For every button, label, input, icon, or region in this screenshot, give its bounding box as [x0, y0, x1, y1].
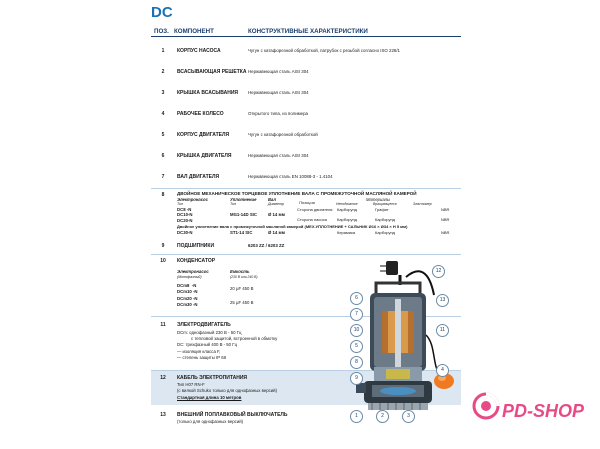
- motor-line1: DCm: однофазный 230 В - 50 Гц: [177, 330, 242, 335]
- row-name: КОРПУС НАСОСА: [177, 48, 221, 54]
- row-number: 6: [161, 153, 165, 159]
- header-features: КОНСТРУКТИВНЫЕ ХАРАКТЕРИСТИКИ: [248, 28, 368, 35]
- motor-line2: с тепловой защитой, встроенной в обмотку: [191, 336, 278, 341]
- pd-shop-logo-icon: [472, 392, 500, 420]
- seal-mat2a: Карборунд: [337, 217, 358, 222]
- cap-r1-models: DCm8 -N DCm10 -N: [177, 283, 198, 294]
- motor-line4: — изоляция класса F,: [177, 349, 221, 354]
- row-name: ВНЕШНИЙ ПОПЛАВКОВЫЙ ВЫКЛЮЧАТЕЛЬ: [177, 412, 288, 418]
- component-row: [151, 61, 461, 84]
- bearings-row: [151, 238, 461, 255]
- seal-mat1a: Карборунд: [337, 207, 358, 212]
- row-desc: 6203 ZZ / 6203 ZZ: [248, 243, 285, 248]
- seal-pos2: Сторона насоса: [297, 217, 327, 222]
- callout-badge: 13: [436, 294, 449, 307]
- row-desc: Чугун с катафорезной обработкой: [248, 132, 318, 137]
- row-desc: Чугун с катафорезной обработкой, патрубок с резьбой согласно ISO 228/1: [248, 48, 401, 53]
- seal-col-pump: Электронасос: [177, 197, 208, 202]
- row-name: ВСАСЫВАЮЩАЯ РЕШЕТКА: [177, 69, 247, 75]
- row-desc: Нержавеющая сталь AISI 304: [248, 90, 309, 95]
- row-number: 8: [161, 192, 165, 198]
- cable-line1: Тип H07 RN-F: [177, 382, 205, 387]
- cap-col-cap-sub: (230 В или 240 В): [230, 275, 258, 279]
- callout-badge: 9: [350, 372, 363, 385]
- seal-pos1: Сторона двигателя: [297, 207, 333, 212]
- motor-line5: — степень защиты IP 68: [177, 355, 226, 360]
- callout-badge: 7: [350, 308, 363, 321]
- cable-line3: Стандартная длина 10 метров: [177, 395, 242, 400]
- seal-shaft: Ø 14 мм: [268, 212, 285, 217]
- row-number: 1: [161, 48, 165, 54]
- callout-badge: 3: [402, 410, 415, 423]
- row-name: РАБОЧЕЕ КОЛЕСО: [177, 111, 224, 117]
- row-number: 2: [161, 69, 165, 75]
- document-title: DC: [151, 4, 173, 21]
- seal-shaft3: Ø 14 мм: [268, 230, 285, 235]
- row-desc: Нержавеющая сталь EN 10088-3 - 1.4104: [248, 174, 333, 179]
- pd-shop-logo-text: PD-SHOP: [502, 401, 585, 421]
- seal-mat3c: NBR: [441, 230, 450, 235]
- seal-col-rotating: Вращающееся: [373, 202, 397, 206]
- component-row: [151, 166, 461, 189]
- callout-badge: 10: [350, 324, 363, 337]
- row-number: 7: [161, 174, 165, 180]
- row-name: КРЫШКА ВСАСЫВАНИЯ: [177, 90, 239, 96]
- seal-col-seal-sub: Тип: [230, 202, 237, 206]
- header-component: КОМПОНЕНТ: [174, 28, 214, 35]
- seal-mat3b: Карборунд: [375, 230, 396, 235]
- row-number: 13: [160, 412, 166, 418]
- cap-col-pump: Электронасос: [177, 269, 209, 274]
- component-row: [151, 40, 461, 63]
- component-row: [151, 103, 461, 126]
- seal-mat1c: NBR: [441, 207, 450, 212]
- row-desc: Нержавеющая сталь AISI 304: [248, 153, 309, 158]
- row-name: КОРПУС ДВИГАТЕЛЯ: [177, 132, 230, 138]
- seal-col-position: Позиция: [299, 200, 315, 205]
- header-rule: [151, 36, 461, 37]
- cap-r2-models: DCm20 -N DCm30 -N: [177, 296, 198, 307]
- callout-badge: 1: [350, 410, 363, 423]
- cap-r2-val: 25 μF 450 В: [230, 300, 254, 305]
- row-number: 3: [161, 90, 165, 96]
- cap-r1-val: 20 μF 450 В: [230, 286, 254, 291]
- row-number: 9: [161, 243, 165, 249]
- seal-col-fixed: Неподвижное: [336, 202, 358, 206]
- row-name: КРЫШКА ДВИГАТЕЛЯ: [177, 153, 232, 159]
- row-number: 11: [160, 322, 166, 328]
- seal-mat2b: Карборунд: [375, 217, 396, 222]
- seal-title: ДВОЙНОЕ МЕХАНИЧЕСКОЕ ТОРЦЕВОЕ УПЛОТНЕНИЕ ВАЛА С ПРОМЕЖУТОЧНОЙ МАСЛЯНОЙ КАМЕРОЙ: [177, 191, 417, 196]
- callout-badge: 4: [436, 364, 449, 377]
- row-desc: Нержавеющая сталь AISI 304: [248, 69, 309, 74]
- seal-model3: DC30-N: [177, 230, 193, 235]
- seal-type: MG1-14D SIC: [230, 212, 257, 217]
- row-name: ПОДШИПНИКИ: [177, 243, 215, 249]
- cap-col-cap: Емкость: [230, 269, 250, 274]
- seal-mat3a: Керамика: [337, 230, 356, 235]
- row-name: ЭЛЕКТРОДВИГАТЕЛЬ: [177, 322, 231, 328]
- component-row: [151, 124, 461, 147]
- cable-line2: (с вилкой Schuko только для однофазных версий): [177, 388, 278, 393]
- seal-col-elastomer: Эластомер: [413, 202, 432, 206]
- plug-icon: [380, 261, 398, 275]
- row-number: 4: [161, 111, 165, 117]
- seal-sub-title: Двойное уплотнение вала с промежуточной масляной камерой (МЕХ.УПЛОТНЕНИЕ + САЛЬНИК Ø16 × Ø34 × H 5 мм): [177, 224, 408, 229]
- float-desc: (только для однофазных версий): [177, 419, 244, 424]
- seal-mat1b: Графит: [375, 207, 389, 212]
- callout-badge: 6: [350, 292, 363, 305]
- seal-col-shaft-sub: Диаметр: [268, 202, 284, 206]
- row-name: КОНДЕНСАТОР: [177, 258, 216, 264]
- seal-col-pump-sub: Тип: [177, 202, 184, 206]
- seal-col-seal: Уплотнение: [230, 197, 257, 202]
- seal-col-shaft: Вал: [268, 197, 277, 202]
- component-row: [151, 82, 461, 105]
- seal-type3: ST1-14 SIC: [230, 230, 253, 235]
- component-row: [151, 145, 461, 168]
- callout-badge: 11: [436, 324, 449, 337]
- seal-row: [151, 188, 461, 239]
- row-number: 12: [160, 375, 166, 381]
- callout-badge: 8: [350, 356, 363, 369]
- row-name: КАБЕЛЬ ЭЛЕКТРОПИТАНИЯ: [177, 375, 248, 381]
- callout-badge: 5: [350, 340, 363, 353]
- seal-mat2c: NBR: [441, 217, 450, 222]
- seal-models: DC8 -N DC10-N DC20-N: [177, 207, 193, 223]
- row-number: 5: [161, 132, 165, 138]
- callout-badge: 2: [376, 410, 389, 423]
- cap-col-pump-sub: (Монофазный): [177, 275, 202, 279]
- row-desc: Открытого типа, из полимера: [248, 111, 309, 116]
- row-name: ВАЛ ДВИГАТЕЛЯ: [177, 174, 220, 180]
- header-pos: ПОЗ.: [154, 28, 169, 35]
- callout-badge: 12: [432, 265, 445, 278]
- seal-col-materials: Материалы: [366, 197, 391, 202]
- motor-line3: DC: трехфазный 400 В - 50 Гц: [177, 342, 238, 347]
- row-number: 10: [160, 258, 166, 264]
